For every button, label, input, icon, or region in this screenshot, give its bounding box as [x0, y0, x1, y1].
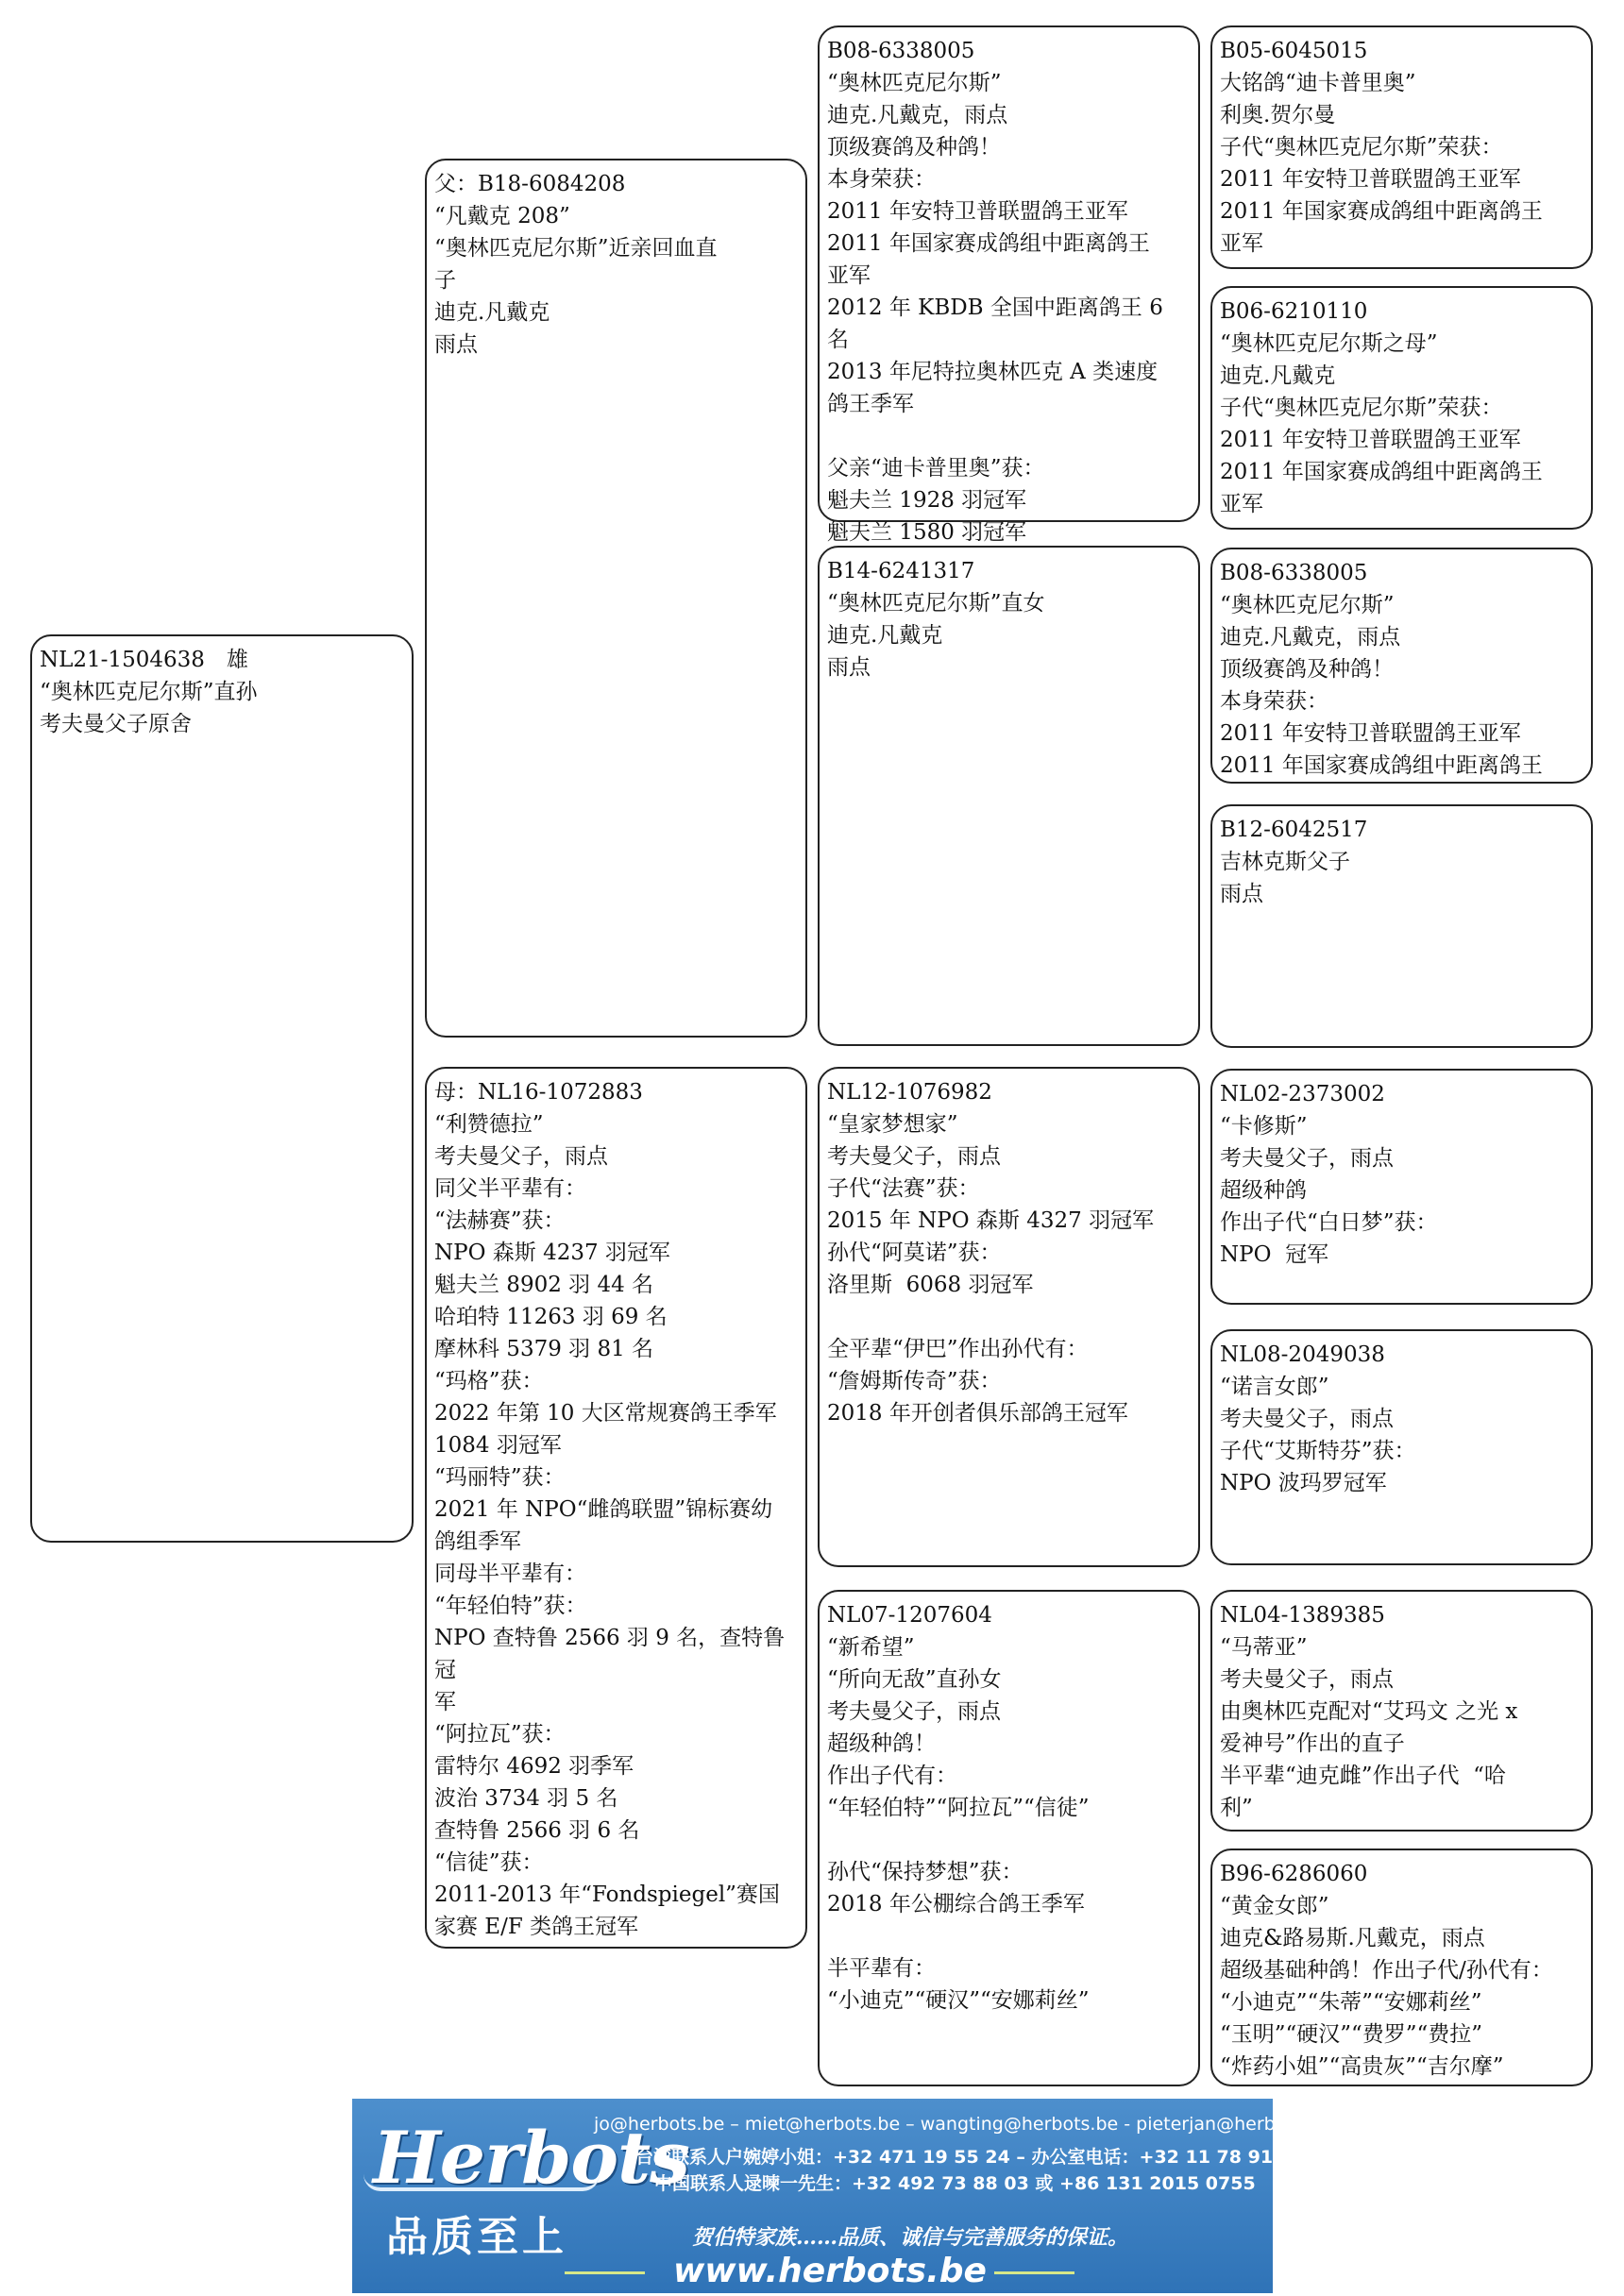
banner-taiwan-contact: 台湾联系人户婉婷小姐：+32 471 19 55 24 – 办公室电话：+32 11 78 91 90: [635, 2147, 1305, 2168]
pedigree-line: “奥林匹克尼尔斯之母”: [1220, 331, 1438, 356]
pedigree-line: 摩林科 5379 羽 81 名: [434, 1337, 654, 1361]
pedigree-line: “炸药小姐”“高贵灰”“吉尔摩”: [1220, 2054, 1504, 2079]
pedigree-line: 母：NL16-1072883: [434, 1080, 643, 1105]
pedigree-line: 魁夫兰 1580 羽冠军: [827, 520, 1027, 545]
pedigree-line: 雨点: [434, 332, 478, 357]
pedigree-line: “玉明”“硬汉”“费罗”“费拉”: [1220, 2022, 1483, 2047]
pedigree-line: 2011 年安特卫普联盟鸽王亚军: [1220, 167, 1521, 192]
pedigree-line: “信徒”获：: [434, 1850, 544, 1875]
great-grandparent-lines-4: [1220, 814, 1583, 910]
great-grandparent-card-2: [1210, 286, 1593, 530]
pedigree-line: NPO 冠军: [1220, 1242, 1329, 1267]
pedigree-line: “奥林匹克尼尔斯”: [1220, 593, 1395, 617]
sire-card: [425, 159, 807, 1038]
pedigree-line: [827, 420, 1191, 452]
pedigree-line: 孙代“保持梦想”获：: [827, 1860, 1023, 1884]
pedigree-line: B96-6286060: [1220, 1862, 1368, 1886]
pedigree-line: [827, 1301, 1191, 1333]
pedigree-line: “诺言女郎”: [1220, 1375, 1329, 1399]
great-grandparent-lines-2: [1220, 295, 1583, 520]
pedigree-line: 利”: [1220, 1796, 1253, 1820]
pedigree-line: “皇家梦想家”: [827, 1112, 958, 1137]
pedigree-line: 查特鲁 2566 羽 6 名: [434, 1818, 640, 1843]
pedigree-line: 吉林克斯父子: [1220, 850, 1350, 874]
grandsire-dam-card: [818, 1067, 1200, 1567]
banner-deco-bar-left: [565, 2271, 645, 2274]
great-grandparent-card-3: [1210, 548, 1593, 784]
pedigree-line: “小迪克”“硬汉”“安娜莉丝”: [827, 1988, 1090, 2013]
pedigree-line: 顶级赛鸽及种鸽！: [1220, 657, 1394, 682]
pedigree-line: 哈珀特 11263 羽 69 名: [434, 1305, 668, 1329]
pedigree-line: 爱神号”作出的直子: [1220, 1731, 1405, 1756]
sire-lines: [434, 168, 798, 361]
pedigree-line: “小迪克”“朱蒂”“安娜莉丝”: [1220, 1990, 1482, 2015]
granddam-dam-card: [818, 1590, 1200, 2086]
pedigree-line: “年轻伯特”获：: [434, 1594, 587, 1618]
banner-url[interactable]: www.herbots.be: [673, 2252, 987, 2290]
pedigree-line: 超级种鸽！: [827, 1731, 936, 1756]
banner-slogan: 品质至上: [386, 2213, 567, 2261]
pedigree-line: “凡戴克 208”: [434, 204, 570, 228]
pedigree-line: 2013 年尼特拉奥林匹克 A 类速度: [827, 360, 1159, 384]
pedigree-line: 超级种鸽: [1220, 1178, 1307, 1203]
dam-card: [425, 1067, 807, 1949]
pedigree-line: 鸽王季军: [827, 392, 914, 416]
pedigree-line: 2021 年 NPO“雌鸽联盟”锦标赛幼: [434, 1497, 773, 1522]
pedigree-line: B05-6045015: [1220, 39, 1368, 63]
pedigree-line: 2011 年安特卫普联盟鸽王亚军: [1220, 428, 1521, 452]
grandsire-sire-card: [818, 25, 1200, 545]
pedigree-line: 由奥林匹克配对“艾玛文 之光 x: [1220, 1699, 1518, 1724]
granddam-sire-card: [818, 546, 1200, 1046]
pedigree-line: NL21-1504638 雄: [40, 648, 248, 672]
pedigree-line: NL02-2373002: [1220, 1082, 1385, 1106]
pedigree-line: “奥林匹克尼尔斯”: [827, 71, 1002, 95]
great-grandparent-lines-8: [1220, 1858, 1583, 2083]
pedigree-line: NL08-2049038: [1220, 1342, 1385, 1367]
pedigree-line: 利奥.贺尔曼: [1220, 103, 1336, 127]
pedigree-line: “利赞德拉”: [434, 1112, 544, 1137]
grandsire-dam-lines: [827, 1076, 1191, 1429]
pedigree-line: 半平辈“迪克雌”作出子代 “哈: [1220, 1764, 1506, 1788]
pedigree-line: “詹姆斯传奇”获：: [827, 1369, 1002, 1393]
pedigree-line: 2011 年国家赛成鸽组中距离鸽王: [1220, 753, 1543, 778]
pedigree-line: 子代“法赛”获：: [827, 1176, 980, 1201]
great-grandparent-card-5: [1210, 1069, 1593, 1305]
pedigree-line: 考夫曼父子，雨点: [1220, 1146, 1394, 1171]
pedigree-line: B08-6338005: [1220, 561, 1368, 585]
pedigree-line: 考夫曼父子，雨点: [827, 1144, 1001, 1169]
subject-lines: [40, 644, 404, 740]
pedigree-line: “新希望”: [827, 1635, 915, 1660]
pedigree-line: “年轻伯特”“阿拉瓦”“信徒”: [827, 1796, 1090, 1820]
pedigree-line: 2015 年 NPO 森斯 4327 羽冠军: [827, 1208, 1155, 1233]
pedigree-line: B14-6241317: [827, 559, 975, 583]
pedigree-line: 作出子代有：: [827, 1764, 957, 1788]
pedigree-line: 本身荣获：: [1220, 689, 1328, 714]
pedigree-line: 2011 年国家赛成鸽组中距离鸽王: [827, 231, 1150, 256]
great-grandparent-card-7: [1210, 1590, 1593, 1832]
pedigree-line: 2011 年安特卫普联盟鸽王亚军: [827, 199, 1128, 224]
pedigree-line: B08-6338005: [827, 39, 975, 63]
pedigree-line: 考夫曼父子，雨点: [434, 1144, 608, 1169]
pedigree-line: 全平辈“伊巴”作出孙代有：: [827, 1337, 1089, 1361]
pedigree-line: 亚军: [1220, 492, 1263, 516]
pedigree-line: 1084 羽冠军: [434, 1433, 562, 1458]
pedigree-line: 2018 年公棚综合鸽王季军: [827, 1892, 1085, 1916]
great-grandparent-lines-7: [1220, 1599, 1583, 1824]
pedigree-line: B12-6042517: [1220, 818, 1368, 842]
pedigree-line: “玛丽特”获：: [434, 1465, 566, 1490]
pedigree-line: 迪克.凡戴克，雨点: [827, 103, 1008, 127]
pedigree-line: NPO 波玛罗冠军: [1220, 1471, 1387, 1495]
subject-card: [30, 634, 414, 1543]
pedigree-line: “阿拉瓦”获：: [434, 1722, 566, 1747]
great-grandparent-card-6: [1210, 1329, 1593, 1565]
pedigree-line: 迪克.凡戴克: [1220, 363, 1336, 388]
pedigree-line: 半平辈有：: [827, 1956, 936, 1981]
great-grandparent-lines-5: [1220, 1078, 1583, 1271]
great-grandparent-card-8: [1210, 1849, 1593, 2086]
pedigree-line: NL07-1207604: [827, 1603, 992, 1628]
pedigree-line: 子代“奥林匹克尼尔斯”荣获：: [1220, 396, 1503, 420]
pedigree-line: 亚军: [827, 263, 871, 288]
pedigree-line: [827, 1824, 1191, 1856]
pedigree-line: “法赫赛”获：: [434, 1208, 566, 1233]
pedigree-line: NL04-1389385: [1220, 1603, 1385, 1628]
pedigree-line: B06-6210110: [1220, 299, 1368, 324]
banner-china-contact: 中国联系人逯暕一先生：+32 492 73 88 03 或 +86 131 2015 0755: [654, 2173, 1256, 2194]
pedigree-line: 大铭鸽“迪卡普里奥”: [1220, 71, 1416, 95]
pedigree-line: 子代“奥林匹克尼尔斯”荣获：: [1220, 135, 1503, 160]
pedigree-line: 2012 年 KBDB 全国中距离鸽王 6 名: [827, 295, 1171, 352]
pedigree-line: NL12-1076982: [827, 1080, 992, 1105]
pedigree-line: 同父半平辈有：: [434, 1176, 586, 1201]
great-grandparent-lines-3: [1220, 557, 1583, 782]
pedigree-line: 迪克.凡戴克: [434, 300, 550, 325]
pedigree-line: 考夫曼父子，雨点: [1220, 1667, 1394, 1692]
pedigree-line: 2011 年国家赛成鸽组中距离鸽王: [1220, 199, 1543, 224]
logo-swoosh: [364, 2174, 600, 2191]
pedigree-line: “奥林匹克尼尔斯”直孙: [40, 680, 258, 704]
banner-emails[interactable]: jo@herbots.be – miet@herbots.be – wangting@herbots.be - pieterjan@herbots.be: [594, 2114, 1331, 2135]
grandsire-sire-lines: [827, 35, 1191, 549]
pedigree-line: 雷特尔 4692 羽季军: [434, 1754, 634, 1779]
granddam-dam-lines: [827, 1599, 1191, 2017]
banner-tagline: 贺伯特家族……品质、诚信与完善服务的保证。: [692, 2225, 1129, 2250]
herbots-logo: Herbots: [373, 2116, 689, 2200]
pedigree-line: 2011-2013 年“Fondspiegel”赛国: [434, 1882, 780, 1907]
pedigree-line: 家赛 E/F 类鸽王冠军: [434, 1915, 639, 1939]
pedigree-line: 2011 年国家赛成鸽组中距离鸽王: [1220, 460, 1543, 484]
pedigree-line: 子代“艾斯特芬”获：: [1220, 1439, 1416, 1463]
pedigree-line: 考夫曼父子，雨点: [827, 1699, 1001, 1724]
pedigree-line: 考夫曼父子，雨点: [1220, 1407, 1394, 1431]
pedigree-line: 2022 年第 10 大区常规赛鸽王季军: [434, 1401, 777, 1426]
pedigree-line: [827, 1920, 1191, 1952]
pedigree-line: 子: [434, 268, 456, 293]
pedigree-line: NPO 查特鲁 2566 羽 9 名，查特鲁冠: [434, 1626, 786, 1682]
granddam-sire-lines: [827, 555, 1191, 684]
pedigree-line: NPO 森斯 4237 羽冠军: [434, 1241, 670, 1265]
pedigree-line: 魁夫兰 1928 羽冠军: [827, 488, 1027, 513]
pedigree-line: 超级基础种鸽！作出子代/孙代有：: [1220, 1958, 1553, 1983]
pedigree-line: “黄金女郎”: [1220, 1894, 1329, 1918]
pedigree-line: 本身荣获：: [827, 167, 936, 192]
pedigree-line: 雨点: [1220, 882, 1263, 906]
pedigree-line: 迪克.凡戴克，雨点: [1220, 625, 1401, 650]
great-grandparent-lines-6: [1220, 1339, 1583, 1499]
pedigree-line: 亚军: [1220, 231, 1263, 256]
pedigree-line: 作出子代“白日梦”获：: [1220, 1210, 1438, 1235]
pedigree-line: 军: [434, 1690, 456, 1714]
pedigree-line: “马蒂亚”: [1220, 1635, 1308, 1660]
banner-deco-bar-right: [994, 2271, 1074, 2274]
great-grandparent-lines-1: [1220, 35, 1583, 260]
pedigree-line: 顶级赛鸽及种鸽！: [827, 135, 1001, 160]
pedigree-line: 迪克&路易斯.凡戴克，雨点: [1220, 1926, 1485, 1950]
dam-lines: [434, 1076, 798, 1943]
pedigree-line: 2018 年开创者俱乐部鸽王冠军: [827, 1401, 1128, 1426]
pedigree-line: 洛里斯 6068 羽冠军: [827, 1273, 1034, 1297]
pedigree-line: 波治 3734 羽 5 名: [434, 1786, 618, 1811]
pedigree-line: 雨点: [827, 655, 871, 680]
pedigree-line: “卡修斯”: [1220, 1114, 1308, 1139]
pedigree-line: “所向无敌”直孙女: [827, 1667, 1002, 1692]
herbots-banner: [352, 2099, 1331, 2293]
pedigree-line: 考夫曼父子原舍: [40, 712, 192, 736]
pedigree-line: 鸽组季军: [434, 1529, 521, 1554]
pedigree-line: “玛格”获：: [434, 1369, 544, 1393]
great-grandparent-card-1: [1210, 25, 1593, 269]
pedigree-line: 2011 年安特卫普联盟鸽王亚军: [1220, 721, 1521, 746]
pedigree-line: 同母半平辈有：: [434, 1562, 586, 1586]
pedigree-line: 父亲“迪卡普里奥”获：: [827, 456, 1045, 481]
pedigree-line: 父：B18-6084208: [434, 172, 626, 196]
great-grandparent-card-4: [1210, 804, 1593, 1048]
pedigree-line: “奥林匹克尼尔斯”直女: [827, 591, 1045, 616]
pedigree-line: 孙代“阿莫诺”获：: [827, 1241, 1002, 1265]
pedigree-line: “奥林匹克尼尔斯”近亲回血直: [434, 236, 718, 261]
pedigree-line: 迪克.凡戴克: [827, 623, 943, 648]
pedigree-line: 魁夫兰 8902 羽 44 名: [434, 1273, 654, 1297]
